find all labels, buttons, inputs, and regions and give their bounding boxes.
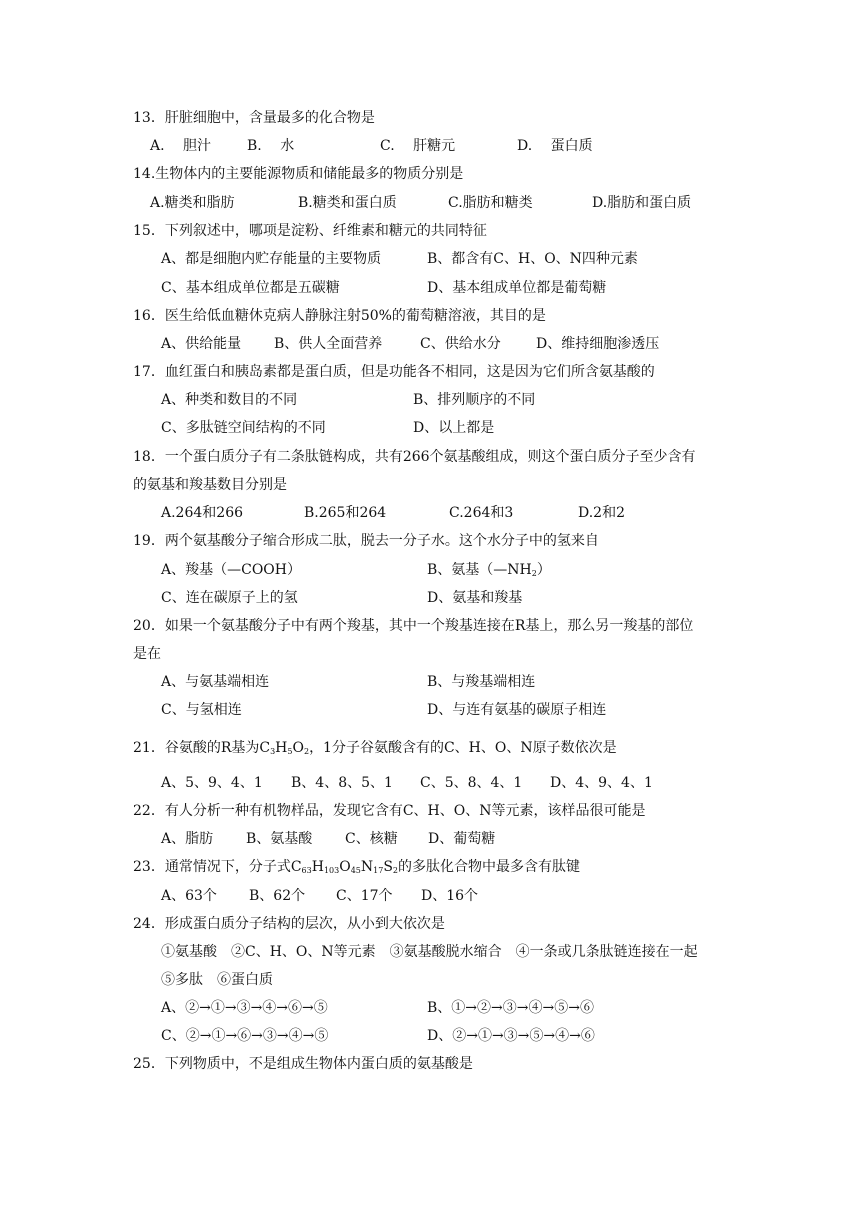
q15-option-d: D、基本组成单位都是葡萄糖 [427,280,607,296]
q19-option-c: C、连在碳原子上的氢 [161,590,298,606]
q13-option-c: C. 肝糖元 [380,138,456,154]
q17-option-b: B、排列顺序的不同 [413,392,536,408]
q15-option-b: B、都含有C、H、O、N四种元素 [427,251,638,267]
q14-option-b: B.糖类和蛋白质 [298,195,397,211]
q21-option-c: C、5、8、4、1 [420,775,523,791]
q24-items-line1: ①氨基酸 ②C、H、O、N等元素 ③氨基酸脱水缩合 ④一条或几条肽链连接在一起 [161,944,698,960]
q21-stem: 21．谷氨酸的R基为$C_3H_5O_2$，1分子谷氨酸含有的C、H、O、N原子数依次是 [133,740,617,756]
q15-stem: 15．下列叙述中，哪项是淀粉、纤维素和糖元的共同特征 [133,223,487,239]
q23-option-b: B、62个 [249,888,306,904]
q20-stem-line1: 20．如果一个氨基酸分子中有两个羧基，其中一个羧基连接在R基上，那么另一羧基的部位 [133,618,694,634]
q16-stem: 16．医生给低血糖休克病人静脉注射50%的葡萄糖溶液，其目的是 [133,308,546,324]
q24-option-d: D、②→①→③→⑤→④→⑥ [427,1028,595,1044]
q14-stem: 14.生物体内的主要能源物质和储能最多的物质分别是 [133,166,464,182]
q22-stem: 22．有人分析一种有机物样品，发现它含有C、H、O、N等元素，该样品很可能是 [133,803,646,819]
q13-option-a: A. 胆汁 [150,138,212,154]
q18-stem-line2: 的氨基和羧基数目分别是 [133,477,287,493]
q19-stem: 19．两个氨基酸分子缩合形成二肽，脱去一分子水。这个水分子中的氢来自 [133,533,599,549]
q20-option-b: B、与羧基端相连 [427,674,536,690]
q20-stem-line2: 是在 [133,646,161,662]
q13-option-b: B. 水 [247,138,295,154]
q21-option-d: D、4、9、4、1 [550,775,653,791]
q14-option-c: C.脂肪和糖类 [448,195,533,211]
q18-option-b: B.265和264 [304,505,387,521]
q16-option-c: C、供给水分 [420,336,501,352]
q20-option-a: A、与氨基端相连 [161,674,270,690]
q14-option-a: A.糖类和脂肪 [150,195,235,211]
q16-option-b: B、供人全面营养 [274,336,383,352]
q22-option-c: C、核糖 [345,831,398,847]
q17-option-a: A、种类和数目的不同 [161,392,298,408]
q24-option-b: B、①→②→③→④→⑤→⑥ [427,1000,594,1016]
q15-option-c: C、基本组成单位都是五碳糖 [161,280,340,296]
q16-option-d: D、维持细胞渗透压 [536,336,660,352]
q18-stem-line1: 18．一个蛋白质分子有二条肽链构成，共有266个氨基酸组成，则这个蛋白质分子至少含有 [133,449,696,465]
q20-option-c: C、与氢相连 [161,702,242,718]
q18-option-d: D.2和2 [578,505,625,521]
q18-option-c: C.264和3 [449,505,514,521]
q13-option-d: D. 蛋白质 [517,138,593,154]
q17-option-c: C、多肽链空间结构的不同 [161,420,326,436]
q22-option-b: B、氨基酸 [246,831,313,847]
q22-option-a: A、脂肪 [161,831,214,847]
q23-option-a: A、63个 [161,888,217,904]
q22-option-d: D、葡萄糖 [428,831,496,847]
q18-option-a: A.264和266 [161,505,244,521]
q20-option-d: D、与连有氨基的碳原子相连 [427,702,607,718]
q23-option-c: C、17个 [336,888,393,904]
q19-option-a: A、羧基（—COOH） [161,562,301,578]
q24-stem: 24．形成蛋白质分子结构的层次，从小到大依次是 [133,916,445,932]
q19-option-b: B、氨基$(—NH_2)$ [427,562,551,578]
q17-option-d: D、以上都是 [413,420,495,436]
q15-option-a: A、都是细胞内贮存能量的主要物质 [161,251,382,267]
q13-stem: 13．肝脏细胞中，含量最多的化合物是 [133,110,375,126]
q21-option-a: A、5、9、4、1 [161,775,263,791]
q24-items-line2: ⑤多肽 ⑥蛋白质 [161,972,273,988]
q17-stem: 17．血红蛋白和胰岛素都是蛋白质，但是功能各不相同，这是因为它们所含氨基酸的 [133,364,655,380]
q23-option-d: D、16个 [421,888,479,904]
q24-option-c: C、②→①→⑥→③→④→⑤ [161,1028,329,1044]
q23-stem: 23．通常情况下，分子式$C_{63}H_{103}O_{45}N_{17}S_2$的多肽化合物中最多含有肽键 [133,859,581,875]
q21-option-b: B、4、8、5、1 [291,775,393,791]
q24-option-a: A、②→①→③→④→⑥→⑤ [161,1000,328,1016]
q19-option-d: D、氨基和羧基 [427,590,523,606]
q16-option-a: A、供给能量 [161,336,242,352]
q25-stem: 25．下列物质中，不是组成生物体内蛋白质的氨基酸是 [133,1056,473,1072]
q14-option-d: D.脂肪和蛋白质 [592,195,692,211]
